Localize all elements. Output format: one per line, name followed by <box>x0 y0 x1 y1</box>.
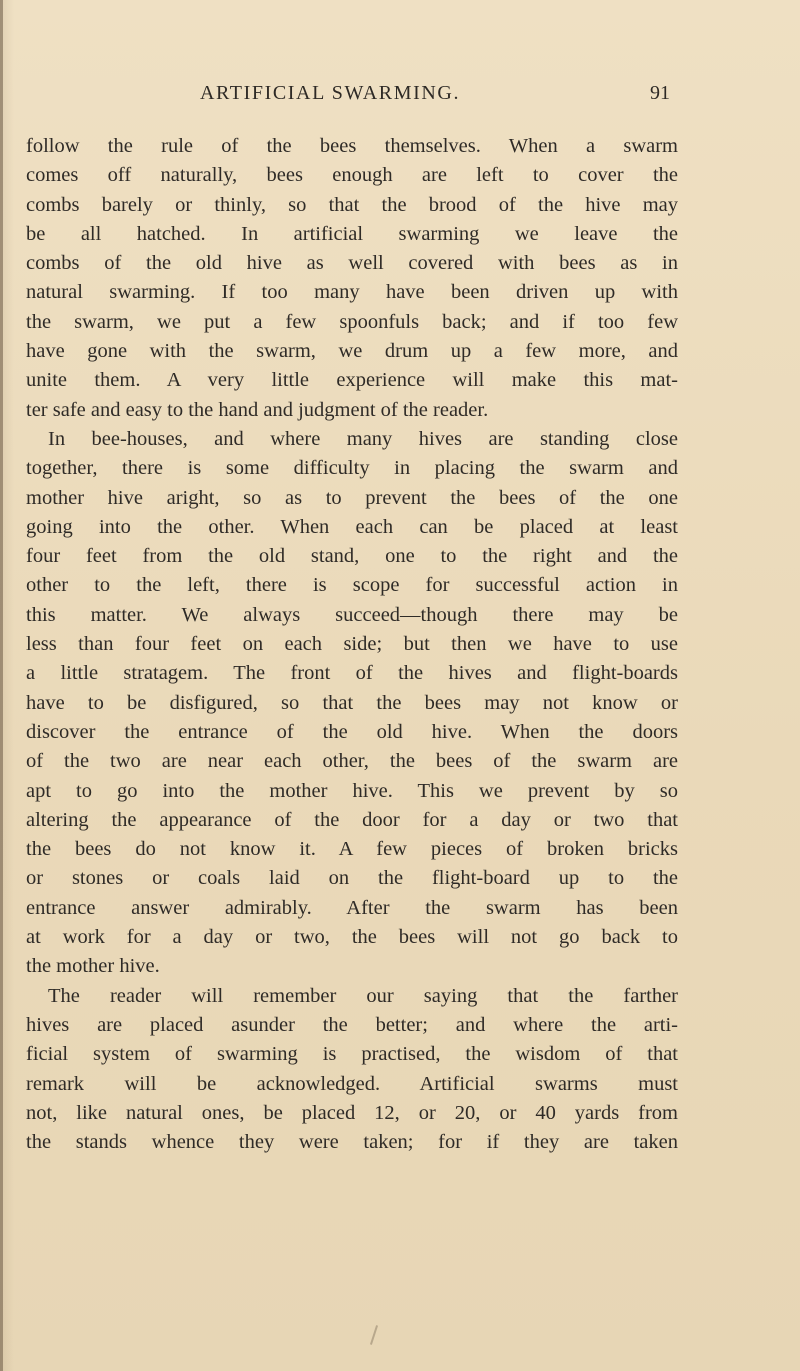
text-line: ficial system of swarming is practised, the wisdom of that <box>26 1043 678 1066</box>
text-line: less than four feet on each side; but then we have to use <box>26 633 678 656</box>
text-line: a little stratagem. The front of the hives and flight-boards <box>26 662 678 685</box>
text-line: hives are placed asunder the better; and where the arti- <box>26 1013 678 1036</box>
paragraph-start-line: In bee-houses, and where many hives are standing close <box>48 427 678 450</box>
text-line: unite them. A very little experience will make this mat- <box>26 369 678 392</box>
page-binding-edge <box>0 0 3 1371</box>
body-text <box>26 132 678 1157</box>
text-line: remark will be acknowledged. Artificial swarms must <box>26 1072 678 1095</box>
text-line: entrance answer admirably. After the swarm has been <box>26 896 678 919</box>
text-line: the swarm, we put a few spoonfuls back; and if too few <box>26 310 678 333</box>
text-line: at work for a day or two, the bees will not go back to <box>26 926 678 949</box>
text-line: mother hive aright, so as to prevent the bees of the one <box>26 486 678 509</box>
paragraph-start-line: The reader will remember our saying that the farther <box>48 984 678 1007</box>
running-head: ARTIFICIAL SWARMING. <box>200 82 461 104</box>
text-line: altering the appearance of the door for a day or two that <box>26 808 678 831</box>
text-line: combs barely or thinly, so that the brood of the hive may <box>26 193 678 216</box>
text-line: the stands whence they were taken; for if they are taken <box>26 1131 678 1154</box>
text-line: of the two are near each other, the bees of the swarm are <box>26 750 678 773</box>
text-line: four feet from the old stand, one to the right and the <box>26 545 678 568</box>
text-line: follow the rule of the bees themselves. When a swarm <box>26 135 678 157</box>
text-line: natural swarming. If too many have been driven up with <box>26 281 678 304</box>
text-line: have to be disfigured, so that the bees may not know or <box>26 691 678 714</box>
text-line: ter safe and easy to the hand and judgment of the reader. <box>26 398 489 421</box>
text-line: the mother hive. <box>26 955 160 978</box>
text-line: apt to go into the mother hive. This we prevent by so <box>26 779 678 802</box>
text-line: together, there is some difficulty in placing the swarm and <box>26 457 678 480</box>
page-header <box>200 82 670 112</box>
text-line: or stones or coals laid on the flight-board up to the <box>26 867 678 890</box>
text-line: combs of the old hive as well covered with bees as in <box>26 252 678 275</box>
text-line: discover the entrance of the old hive. When the doors <box>26 720 678 743</box>
text-line: going into the other. When each can be placed at least <box>26 515 678 538</box>
text-line: this matter. We always succeed—though there may be <box>26 603 678 626</box>
text-line: be all hatched. In artificial swarming we leave the <box>26 222 678 245</box>
text-line: the bees do not know it. A few pieces of broken bricks <box>26 838 678 861</box>
pencil-mark <box>370 1325 378 1345</box>
text-line: other to the left, there is scope for successful action in <box>26 574 678 597</box>
text-line: comes off naturally, bees enough are left to cover the <box>26 164 678 187</box>
page-number: 91 <box>650 82 670 104</box>
text-line: not, like natural ones, be placed 12, or 20, or 40 yards from <box>26 1101 678 1124</box>
text-line: have gone with the swarm, we drum up a few more, and <box>26 340 678 363</box>
